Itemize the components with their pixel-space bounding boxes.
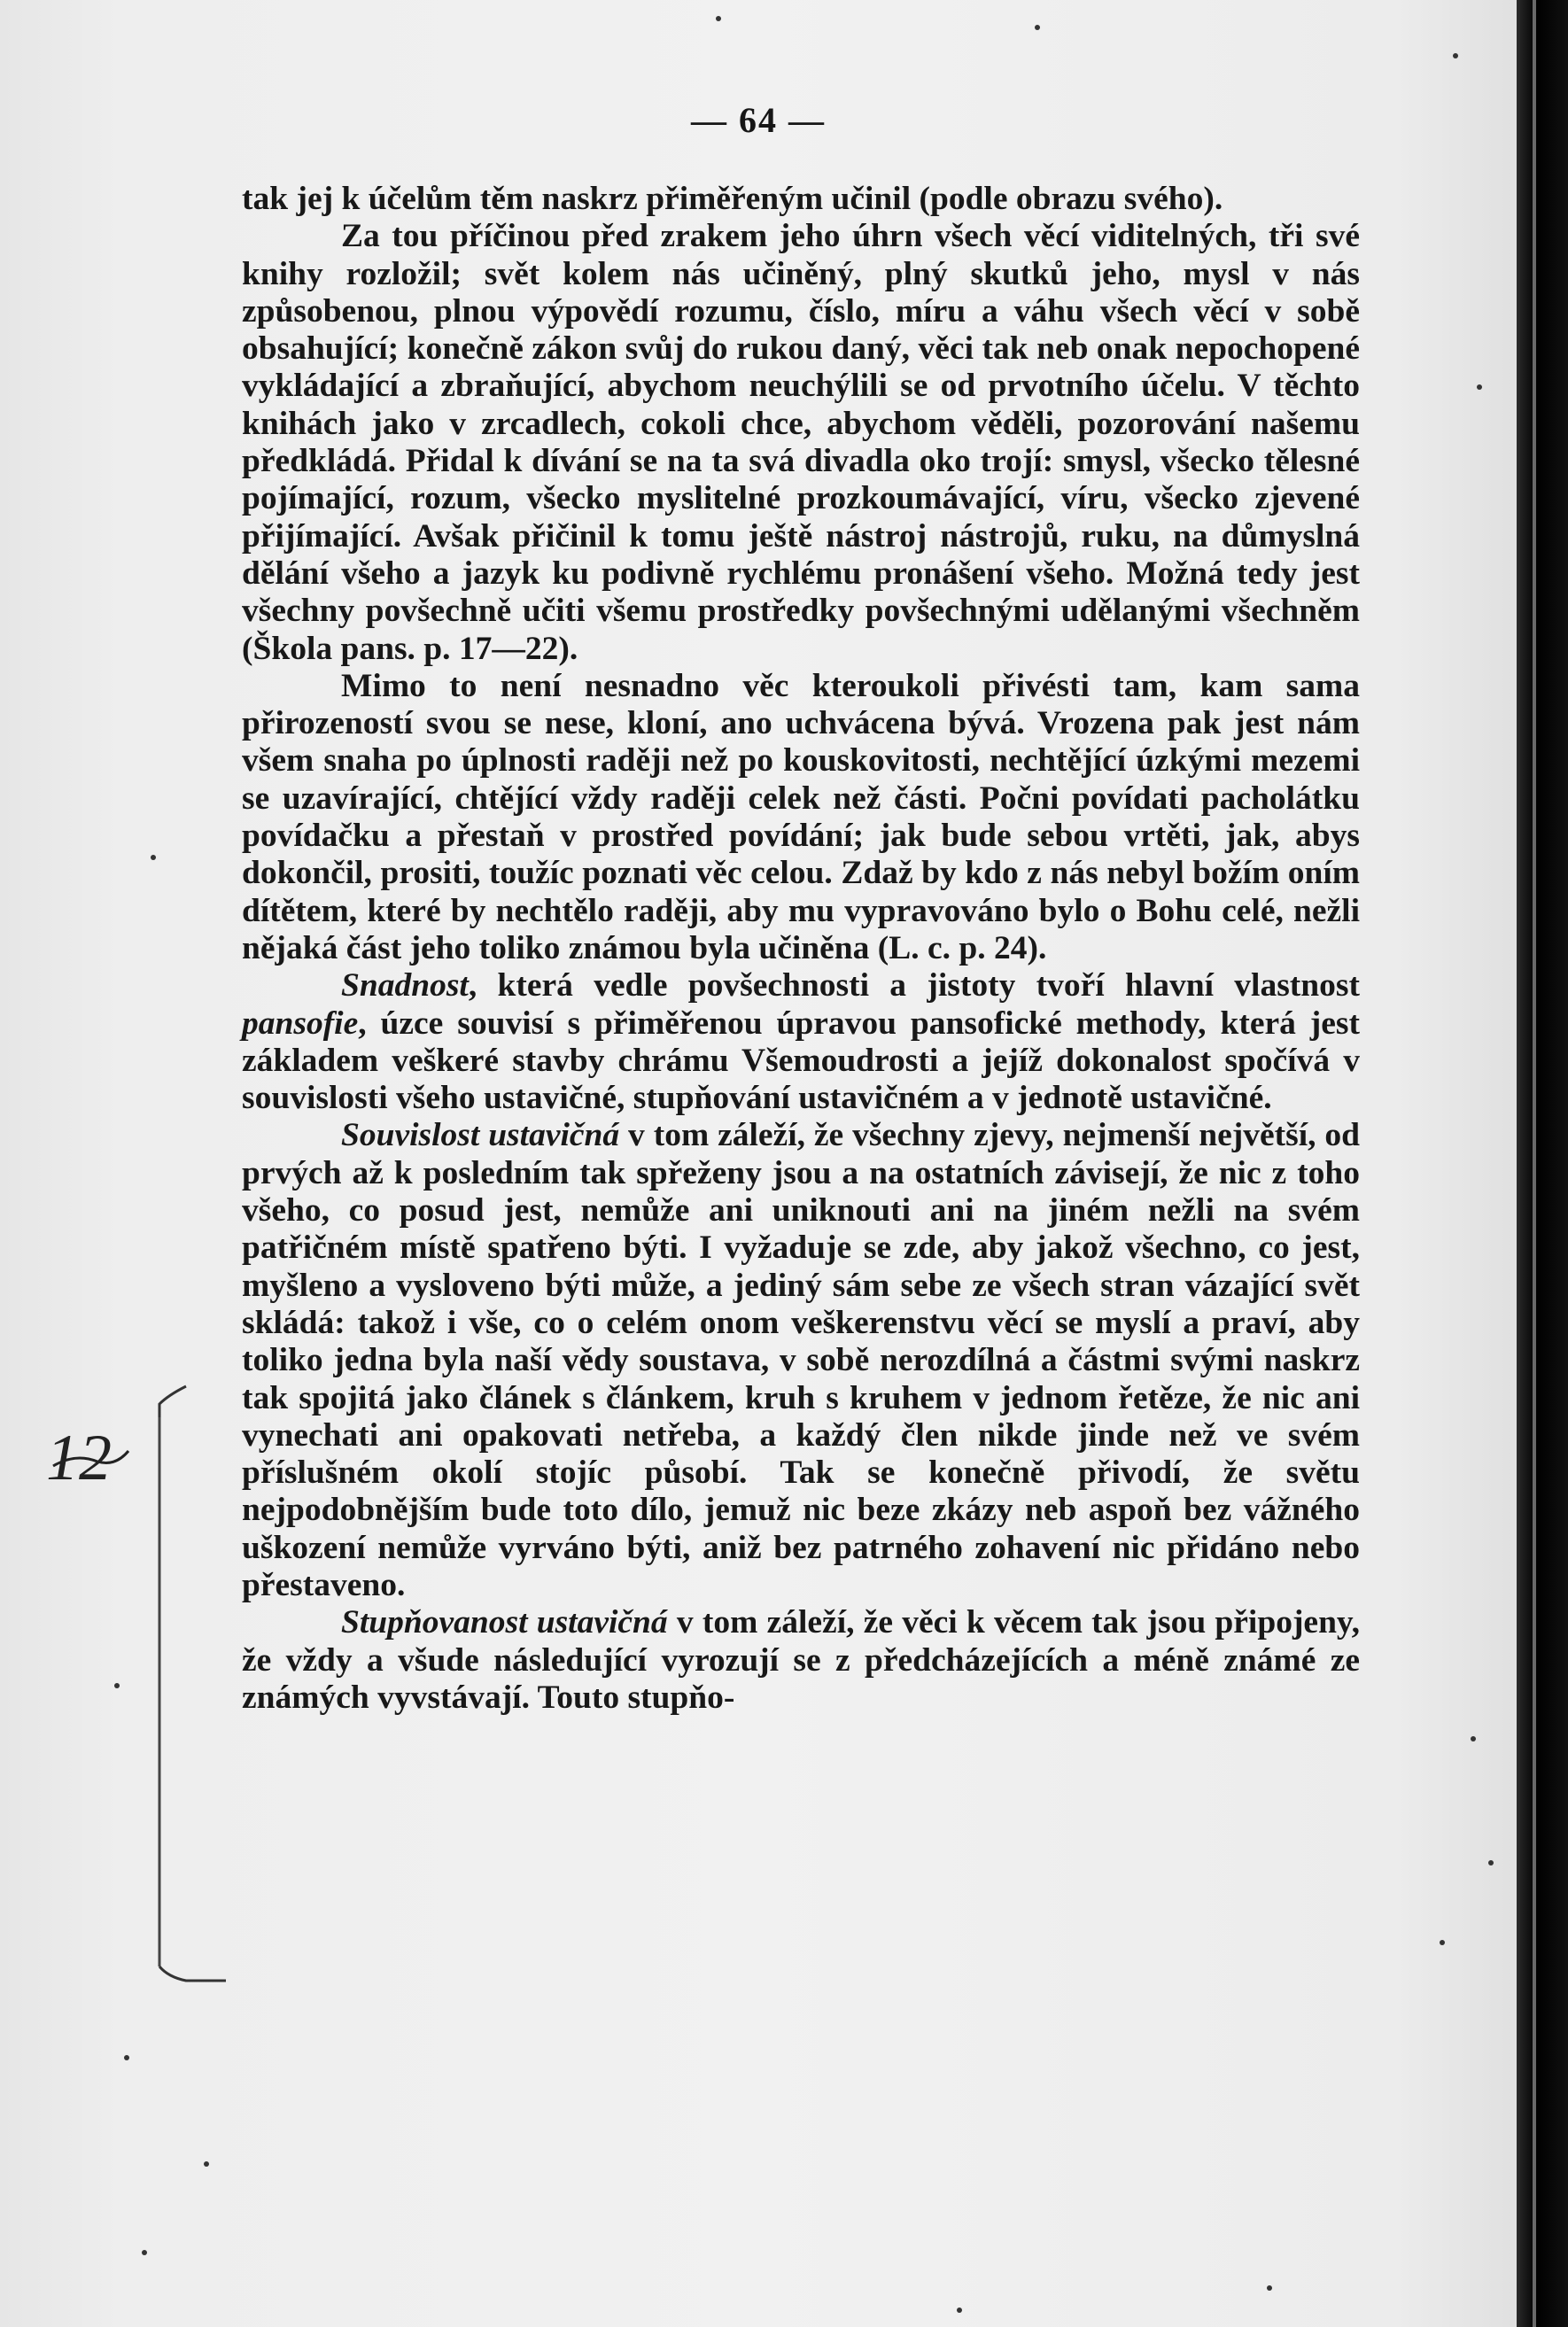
handwritten-margin-bracket [35, 1382, 257, 2020]
paragraph [242, 1604, 1360, 1717]
speck [1440, 1940, 1445, 1945]
text-run: tak jej k účelům těm naskrz přiměřeným učinil (podle obrazu svého). [242, 181, 1223, 217]
italic-term: Snadnost [341, 967, 469, 1004]
speck [1267, 2285, 1272, 2291]
speck [957, 2308, 962, 2313]
speck [204, 2161, 209, 2167]
speck [142, 2250, 147, 2255]
speck [1477, 384, 1482, 390]
italic-term: Stupňovanost ustavičná [341, 1604, 668, 1641]
text-run: v tom záleží, že všechny zjevy, nejmenší největší, od prvých až k posledním tak spřeženy jsou a na ostatních závisejí, že nic z toho všeho, co posud jest, nemůže ani uniknouti ani na jiném nežli na svém patřičném místě spatřeno býti. I vyžaduje se zde, aby jakož všechno, co jest, myšleno a vysloveno býti může, a jediný sám sebe ze všech stran vázající svět skládá: takož i vše, co o celém onom veškerenstvu věcí se myslí a praví, aby toliko jedna byla naší vědy soustava, v sobě nerozdílná a částmi svými naskrz tak spojitá jako článek s článkem, kruh s kruhem v jednom řetěze, že nic ani vynechati ani opakovati netřeba, a každý člen nikde jinde než ve svém příslušném okolí stojíc působí. Tak se konečně přivodí, že světu nejpodobnějším bude toto dílo, jemuž nic beze zkázy neb aspoň bez vážného uškození nemůže vyrváno býti, aniž bez patrného zohavení nic přidáno nebo přestaveno. [242, 1117, 1360, 1603]
paragraph [242, 967, 1360, 1117]
text-run: v tom záleží, že věci k věcem tak jsou připojeny, že vždy a všude následující vyrozují se z předcházejících a méně známé ze známých vyvstávají. Touto stupňo- [242, 1604, 1360, 1716]
speck [716, 16, 721, 21]
speck [124, 2055, 129, 2060]
book-spine-edge [1517, 0, 1568, 2327]
speck [1471, 1736, 1476, 1741]
text-run: , která vedle povšechnosti a jistoty tvoří hlavní vlastnost [468, 967, 1360, 1004]
paragraph [242, 181, 1360, 218]
speck [151, 855, 156, 860]
speck [1035, 25, 1040, 30]
speck [1488, 1860, 1494, 1865]
text-run: Mimo to není nesnadno věc kteroukoli přivésti tam, kam sama přirozeností svou se nese, kloní, ano uchvácena bývá. Vrozena pak jest nám všem snaha po úplnosti raději než po kouskovitosti, nechtějící úzkými mezemi se uzavírající, chtějící vždy raději celek než části. Počni povídati pacholátku povídačku a přestaň v prostřed povídání; jak bude sebou vrtěti, jak, abys dokončil, prositi, toužíc poznati věc celou. Zdaž by kdo z nás nebyl božím oním dítětem, které by nechtělo raději, aby mu vypravováno bylo o Bohu celé, nežli nějaká část jeho toliko známou byla učiněna (L. c. p. 24). [242, 667, 1360, 966]
text-run: Za tou příčinou před zrakem jeho úhrn všech věcí viditelných, tři své knihy rozložil; svět kolem nás učiněný, plný skutků jeho, mysl v nás způsobenou, plnou výpovědí rozumu, číslo, míru a váhu všech věcí v sobě obsahující; konečně zákon svůj do rukou daný, věci tak neb onak nepochopené vykládající a zbraňující, abychom neuchýlili se od prvotního účelu. V těchto knihách jako v zrcadlech, cokoli chce, abychom věděli, pozorování našemu předkládá. Přidal k dívání se na ta svá divadla oko trojí: smysl, všecko tělesné pojímající, rozum, všecko myslitelné prozkoumávající, víru, všecko zjevené přijímající. Avšak přičinil k tomu ještě nástroj nástrojů, ruku, na důmyslná dělání všeho a jazyk ku podivně rychlému pronášení všeho. Možná tedy jest všechny povšechně učiti všemu prostředky povšechnými udělanými všechněm (Škola pans. p. 17—22). [242, 218, 1360, 667]
text-run: , úzce souvisí s přiměřenou úpravou pansofické methody, která jest základem veškeré stavby chrámu Všemoudrosti a jejíž dokonalost spočívá v souvislosti všeho ustavičné, stupňování ustavičném a v jednotě ustavičné. [242, 1004, 1360, 1117]
speck [114, 1683, 120, 1688]
italic-term: Souvislost ustavičná [341, 1117, 620, 1154]
paragraph [242, 1117, 1360, 1604]
paragraph [242, 218, 1360, 668]
page-body-text [242, 181, 1360, 1717]
speck [1453, 53, 1458, 58]
page-number: — 64 — [691, 100, 826, 140]
handwritten-margin-number: 12 [46, 1422, 112, 1494]
italic-term: pansofie [242, 1004, 359, 1042]
paragraph [242, 668, 1360, 967]
